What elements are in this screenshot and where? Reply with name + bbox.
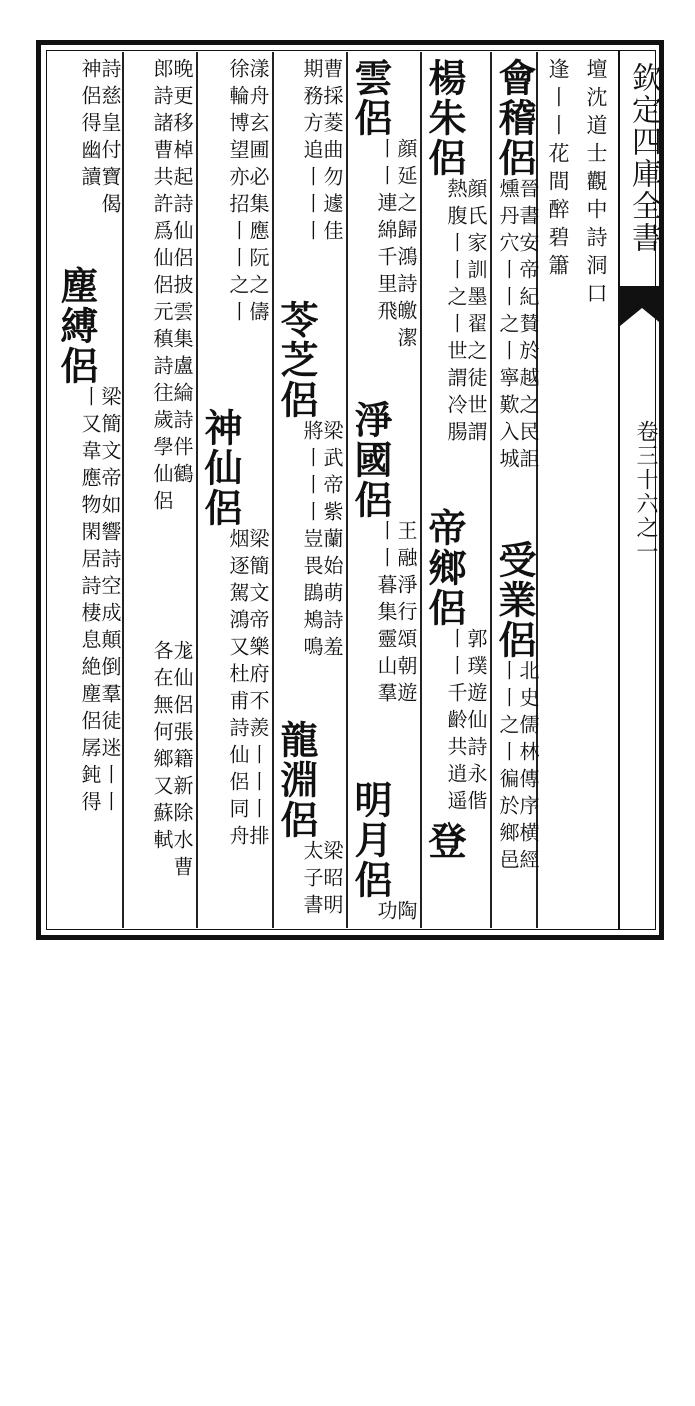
entry-column-lower: [494, 540, 538, 1406]
continued-char: 登: [422, 821, 467, 861]
text-line: 郎詩諸曹共許爲仙侶元稹詩往歲學仙侶: [150, 58, 174, 517]
entry-column-lower: [424, 508, 486, 1374]
annotation-pair: [350, 520, 416, 709]
entry-heading: 受業侶: [492, 540, 537, 660]
annotation-line: 梁武帝紫蘭始萌詩羞: [320, 420, 344, 663]
annotation-line: 晉書安帝紀賛於越之民詎: [516, 178, 540, 475]
fish-tail-ornament-icon: [620, 286, 664, 326]
entry-column-bottom: [276, 720, 342, 920]
entry-heading: 苓芝侶: [274, 300, 319, 420]
text-pair: [200, 58, 268, 328]
entry-heading: 淨國侶: [348, 400, 393, 520]
text-line: 晚更移棹起詩仙侶披雲集盧綸詩伴鶴: [170, 58, 194, 490]
text-line: 漾舟玄圃必集應阮之儔: [246, 58, 270, 328]
annotation-pair: [494, 660, 538, 876]
text-column-lower: [126, 640, 192, 920]
text-line: 徐輪博望亦招丨丨之丨: [226, 58, 250, 328]
margin-book-title: 欽定四庫全書: [626, 62, 661, 254]
entry-heading: 塵縛侶: [54, 266, 99, 386]
annotation-pair: [424, 628, 486, 817]
text-pair: [56, 58, 120, 220]
annotation-line: 梁簡文帝如響詩空成顛倒羣徒迷丨丨: [98, 386, 122, 818]
entry-heading: 會稽侶: [492, 58, 537, 178]
text-pair: [276, 58, 342, 247]
annotation-line: 丨丨連綿千里飛: [374, 138, 398, 327]
entry-heading: 神仙侶: [198, 408, 243, 528]
annotation-line: 梁簡文帝樂府不羨丨丨丨排: [246, 528, 270, 852]
annotation-line: 王融淨行頌朝遊: [394, 520, 418, 709]
annotation-line: 陶: [394, 900, 418, 927]
annotation-pair: [56, 386, 120, 818]
margin-volume-label: 卷三十六之一: [633, 420, 658, 564]
text-line: 期務方追丨丨丨: [300, 58, 324, 247]
text-line: 曹採菱曲勿遽佳: [320, 58, 344, 247]
annotation-line: 顔氏家訓墨翟之徒世謂: [464, 178, 488, 448]
text-column: [578, 58, 616, 924]
column-rule: [196, 52, 198, 928]
annotation-line: 顔延之歸鴻詩皦潔: [394, 138, 418, 354]
annotation-line: 將丨丨丨豈畏鵾鴂鳴: [300, 420, 324, 663]
annotation-line: 北史儒林傳序横經: [516, 660, 540, 876]
text-line: 壇沈道士觀中詩洞口: [584, 58, 608, 310]
annotation-pair: [424, 178, 486, 448]
entry-column-bottom: [348, 780, 418, 927]
entry-heading: 楊朱侶: [422, 58, 467, 178]
margin-divider: [618, 50, 620, 930]
annotation-line: 梁昭明: [320, 840, 344, 921]
annotation-pair: [350, 900, 416, 927]
annotation-line: 熱腹丨丨之丨世謂冷腸: [444, 178, 468, 448]
entry-heading: 帝鄉侶: [422, 508, 467, 628]
entry-heading: 龍淵侶: [274, 720, 319, 840]
text-line: 逢丨丨花間醉碧簫: [546, 58, 570, 282]
column-rule: [346, 52, 348, 928]
text-line: 詩慈皇付寶偈: [98, 58, 122, 220]
entry-column-lower: [200, 408, 268, 1274]
annotation-pair: [350, 138, 416, 354]
text-column: [540, 58, 578, 924]
annotation-line: 太子書: [300, 840, 324, 921]
annotation-line: 丨丨千齡共逍遥: [444, 628, 468, 817]
annotation-line: 燻丹穴丨丨之丨寧歎入城: [496, 178, 520, 475]
entry-column-lower: [56, 266, 120, 1132]
entry-heading: 雲侶: [348, 58, 393, 138]
text-line: 各在無何鄉又蘇軾: [150, 640, 174, 856]
annotation-line: 丨丨暮集靈山羣: [374, 520, 398, 709]
annotation-line: 丨丨之丨徧於鄉邑: [496, 660, 520, 876]
annotation-line: 郭璞遊仙詩永偕: [464, 628, 488, 817]
annotation-pair: [494, 178, 538, 475]
entry-heading: 明月侶: [348, 780, 393, 900]
text-line: 尨仙侶張籍新除水曹: [170, 640, 194, 883]
text-line: 神侶得幽讀: [78, 58, 102, 193]
annotation-line: 功: [374, 900, 398, 927]
column-rule: [420, 52, 422, 928]
annotation-pair: [200, 528, 268, 852]
annotation-pair: [276, 420, 342, 663]
column-rule: [122, 52, 124, 928]
text-pair: [126, 640, 192, 883]
column-rule: [272, 52, 274, 928]
column-rule: [490, 52, 492, 928]
annotation-line: 烟逐駕鴻又杜甫詩仙侶同舟: [226, 528, 250, 852]
annotation-line: 丨又韋應物閑居詩棲息絶塵侶孱鈍得: [78, 386, 102, 818]
annotation-pair: [276, 840, 342, 921]
text-pair: [126, 58, 192, 517]
